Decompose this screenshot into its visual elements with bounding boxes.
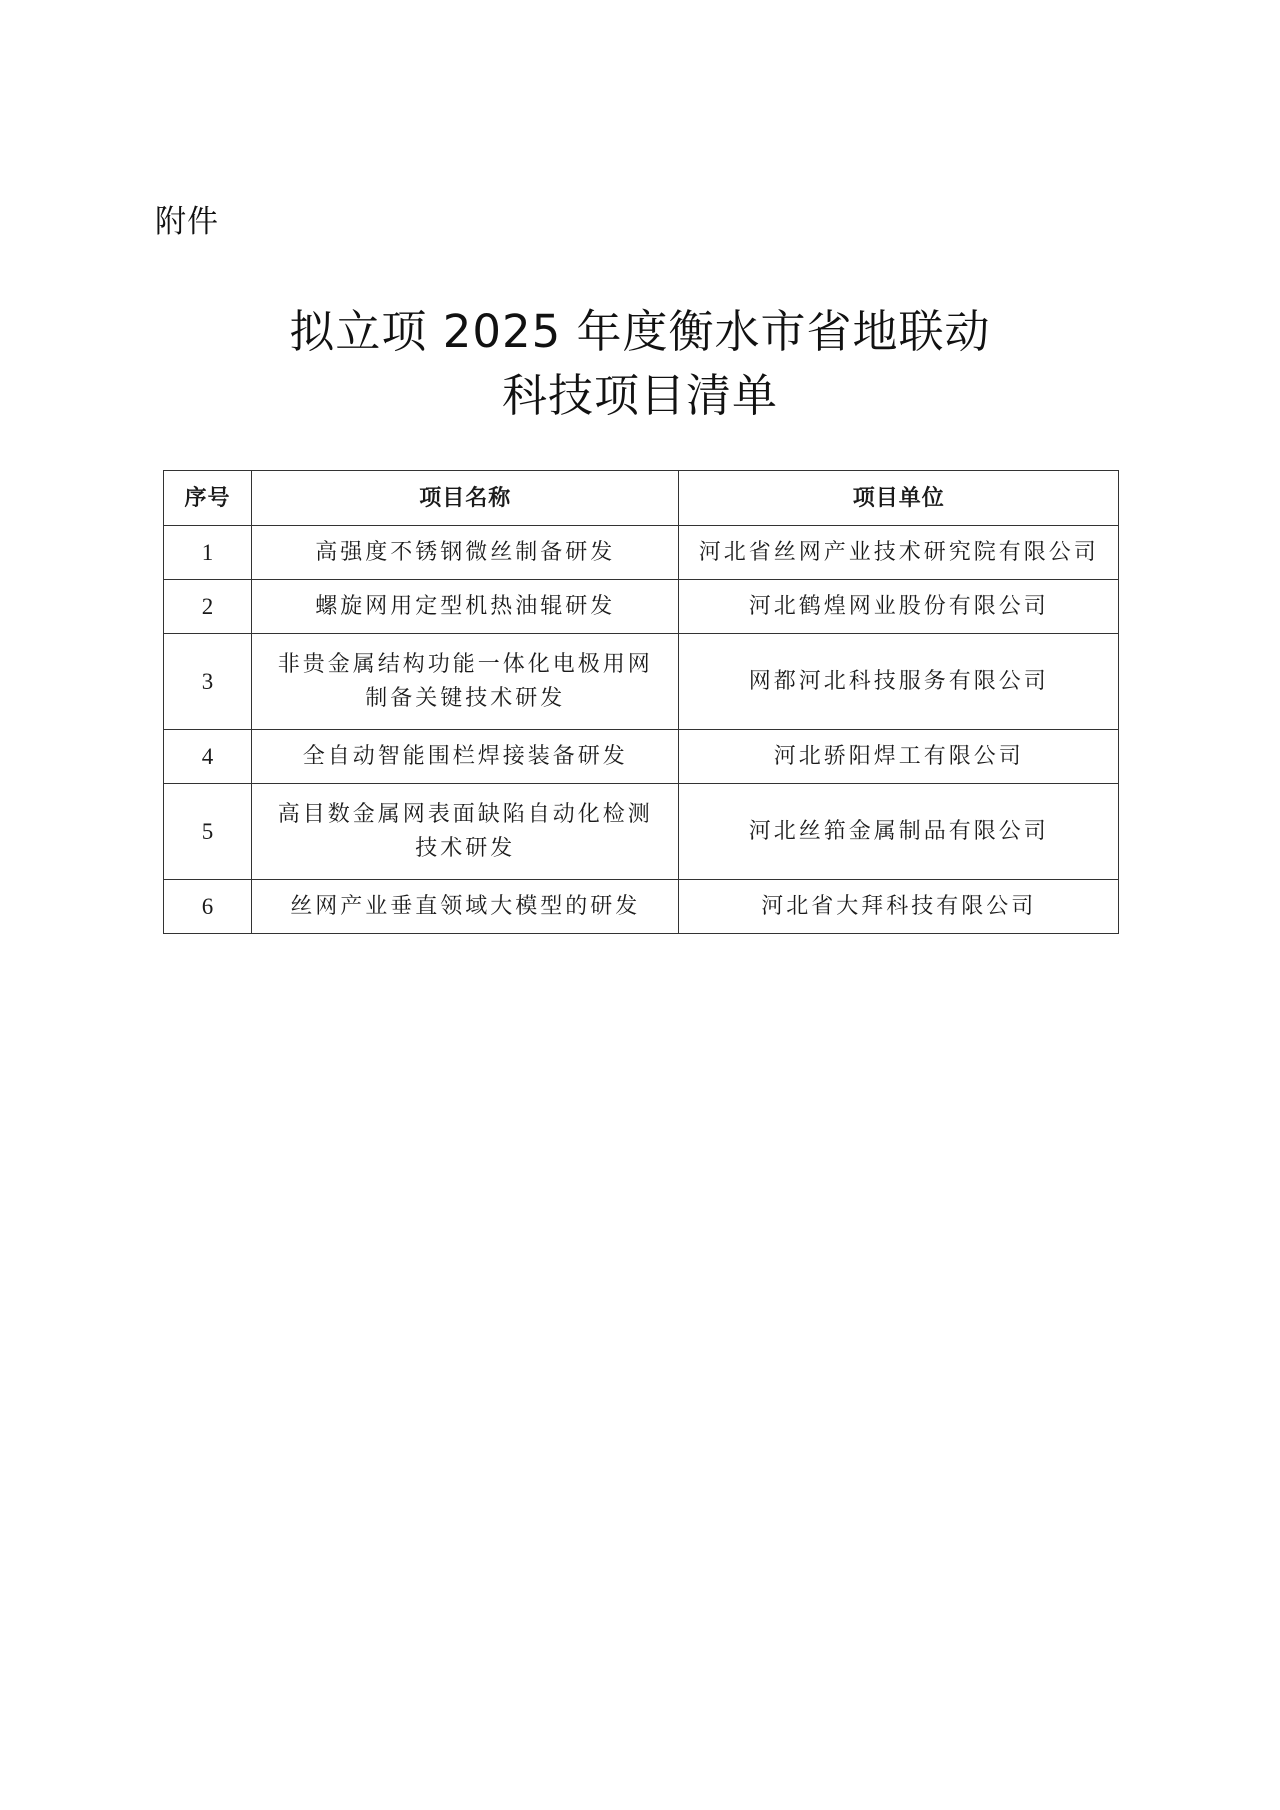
project-name-line: 制备关键技术研发 [365, 685, 566, 711]
table-row [164, 634, 1119, 730]
row-project-name [251, 730, 679, 784]
project-name-line: 丝网产业垂直领域大模型的研发 [290, 893, 641, 919]
table-row [164, 784, 1119, 880]
document-title-line-2: 科技项目清单 [501, 369, 778, 422]
row-index: 6 [164, 880, 252, 934]
row-project-name [251, 580, 679, 634]
table-header-row [164, 471, 1119, 526]
attachment-label: 附件 [155, 204, 219, 240]
row-project-unit: 河北省丝网产业技术研究院有限公司 [679, 526, 1119, 580]
row-project-name [251, 634, 679, 730]
project-name-line: 高强度不锈钢微丝制备研发 [315, 539, 616, 565]
row-project-unit: 河北骄阳焊工有限公司 [679, 730, 1119, 784]
table-row [164, 730, 1119, 784]
row-index: 1 [164, 526, 252, 580]
row-index: 5 [164, 784, 252, 880]
project-name-line: 技术研发 [415, 835, 516, 861]
row-project-unit: 河北省大拜科技有限公司 [679, 880, 1119, 934]
row-project-unit: 网都河北科技服务有限公司 [679, 634, 1119, 730]
project-name-line: 高目数金属网表面缺陷自动化检测 [277, 801, 653, 827]
table-row [164, 526, 1119, 580]
project-name-line: 非贵金属结构功能一体化电极用网 [277, 651, 653, 677]
table-row [164, 580, 1119, 634]
table-row [164, 880, 1119, 934]
document-title [0, 300, 1280, 428]
project-list-table [163, 470, 1119, 934]
document-title-line-1: 拟立项 2025 年度衡水市省地联动 [289, 305, 991, 358]
row-index: 3 [164, 634, 252, 730]
row-project-unit: 河北丝筘金属制品有限公司 [679, 784, 1119, 880]
row-index: 4 [164, 730, 252, 784]
header-project-unit: 项目单位 [679, 471, 1119, 526]
row-project-name [251, 784, 679, 880]
header-index: 序号 [164, 471, 252, 526]
row-index: 2 [164, 580, 252, 634]
row-project-unit: 河北鹤煌网业股份有限公司 [679, 580, 1119, 634]
row-project-name [251, 880, 679, 934]
project-name-line: 螺旋网用定型机热油辊研发 [315, 593, 616, 619]
row-project-name [251, 526, 679, 580]
project-name-line: 全自动智能围栏焊接装备研发 [302, 743, 628, 769]
header-project-name: 项目名称 [251, 471, 679, 526]
